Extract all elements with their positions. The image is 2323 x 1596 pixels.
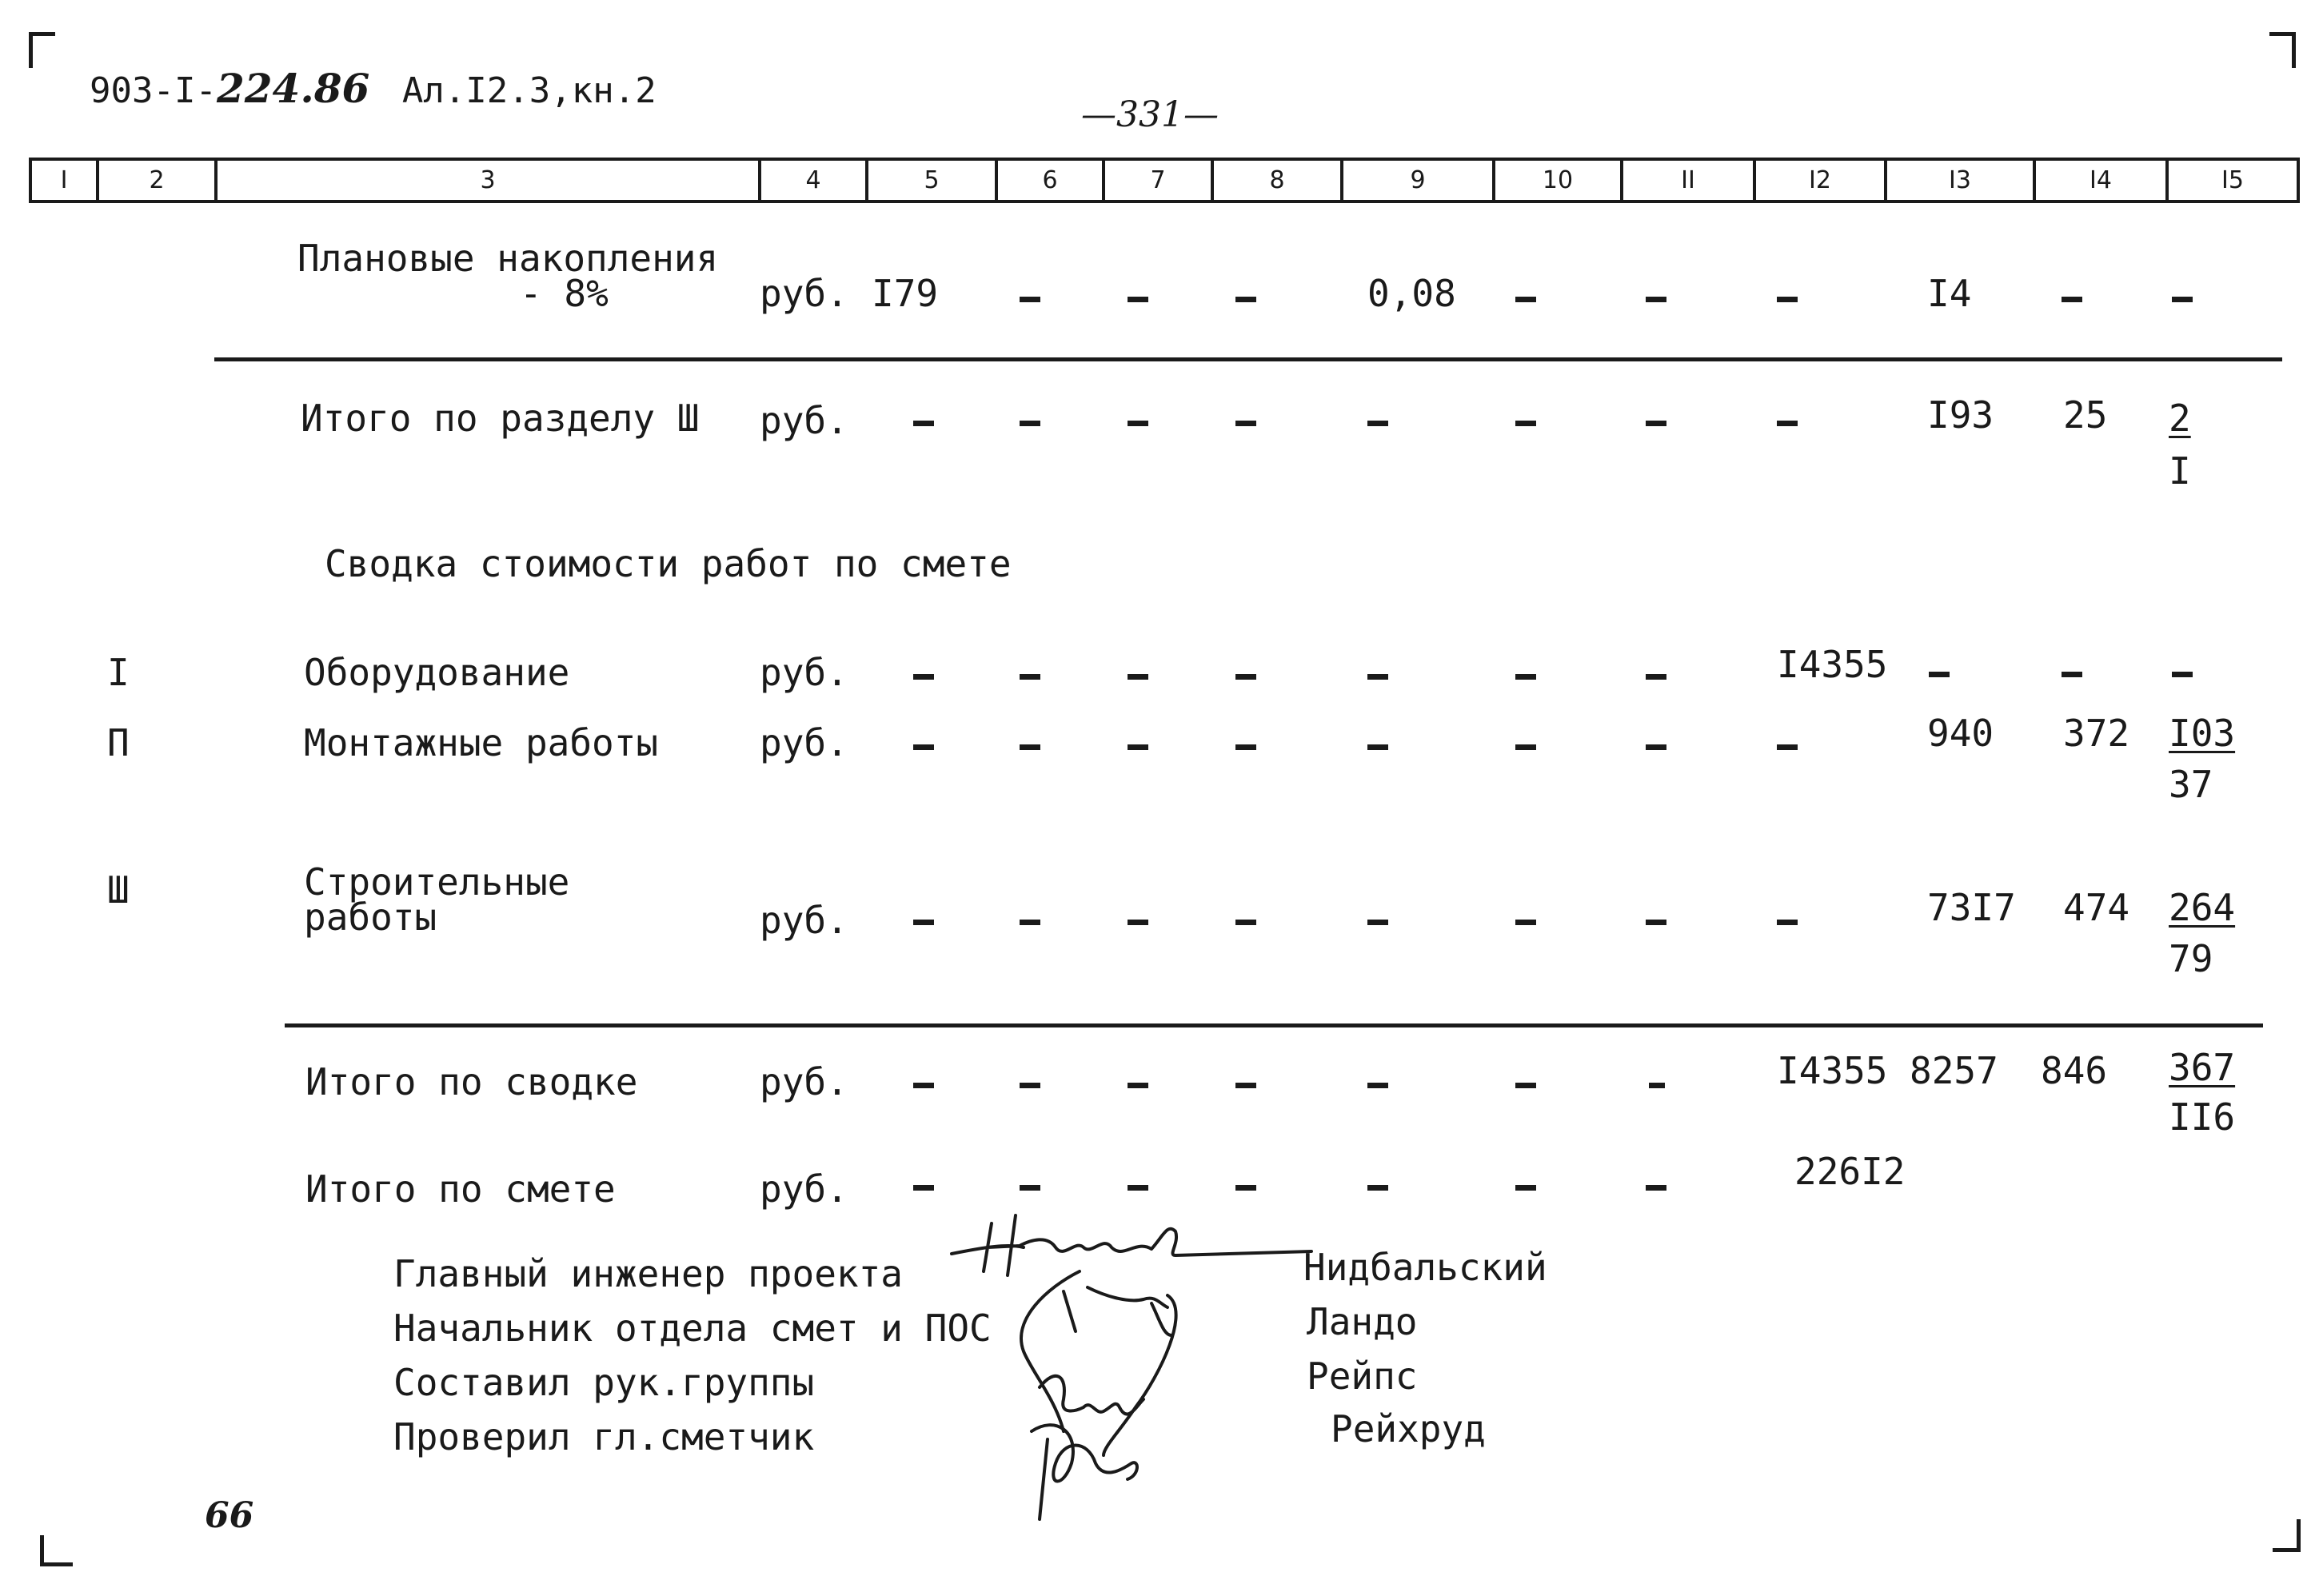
dash [1646,744,1666,750]
row-construction-num: Ш [107,868,130,912]
row-total-section-c15-bottom: I [2169,449,2191,493]
dash [913,1083,934,1088]
column-header-5: 5 [865,159,995,201]
signature-name-3: Рейпс [1307,1355,1418,1398]
row-construction-c14: 474 [2063,886,2130,929]
column-header-11: II [1620,159,1753,201]
dash [1929,672,1950,677]
dash [1020,920,1040,925]
dash [1515,1083,1536,1088]
dash [1128,1185,1148,1191]
handwritten-signatures [936,1199,1319,1535]
row-equipment-num: I [107,651,130,694]
corner-mark-bottom-left [40,1535,73,1566]
row-total-estimate-c12: 226I2 [1794,1150,1906,1193]
dash [1646,920,1666,925]
row-total-section-unit: руб. [760,399,848,442]
document-code [90,65,657,112]
column-header-3: 3 [214,159,758,201]
signature-role-4: Проверил гл.сметчик [393,1415,815,1458]
document-code-prefix: 903-I- [90,70,217,111]
dash [1020,421,1040,426]
dash [1020,674,1040,680]
row-installation-unit: руб. [760,721,848,764]
dash [1128,674,1148,680]
row-total-estimate-unit: руб. [760,1167,848,1211]
dash [1515,1185,1536,1191]
row-equipment-name: Оборудование [304,651,570,694]
column-header-1: I [29,159,96,201]
section-divider [214,357,2282,361]
dash [1367,1185,1388,1191]
dash [1777,920,1798,925]
row-total-section-c15-top: 2 [2169,397,2191,440]
signature-name-1: Нидбальский [1303,1246,1547,1289]
dash [1235,1083,1256,1088]
signature-role-2: Начальник отдела смет и ПОС [393,1307,992,1350]
row-total-summary-c14: 846 [2041,1049,2108,1092]
dash [1367,1083,1388,1088]
row-total-summary-unit: руб. [760,1060,848,1103]
row-installation-num: П [107,721,130,764]
dash [1777,297,1798,302]
dash [1515,421,1536,426]
dash [1235,744,1256,750]
row-construction-c15-top: 264 [2169,886,2236,929]
page-number: —331— [1081,94,1219,135]
signature-name-4: Рейхруд [1331,1407,1486,1450]
footer-mark: 66 [205,1495,254,1536]
row-total-section-name: Итого по разделу Ш [301,397,700,440]
row-equipment-unit: руб. [760,651,848,694]
dash [1128,744,1148,750]
row-planned-name-1: Плановые накопления [297,237,719,280]
dash [1128,297,1148,302]
document-code-suffix: Ал.I2.3,кн.2 [401,70,657,111]
dash [913,744,934,750]
dash [2062,672,2082,677]
dash [1515,920,1536,925]
dash [1128,421,1148,426]
dash [1515,744,1536,750]
summary-title: Сводка стоимости работ по смете [325,542,1012,585]
dash [913,421,934,426]
corner-mark-bottom-right [2273,1519,2301,1552]
row-planned-name-2: - 8% [520,272,609,315]
dash [1777,421,1798,426]
row-installation-c14: 372 [2063,712,2130,755]
signature-role-1: Главный инженер проекта [393,1252,903,1295]
row-installation-name: Монтажные работы [304,721,659,764]
row-installation-c13: 940 [1927,712,1994,755]
signature-role-3: Составил рук.группы [393,1361,815,1404]
dash [2062,297,2082,302]
row-installation-c15-top: I03 [2169,712,2236,755]
dash [2172,297,2193,302]
row-construction-c15-bottom: 79 [2169,937,2213,980]
dash [1777,744,1798,750]
dash [1646,674,1666,680]
dash [1020,1185,1040,1191]
column-header-4: 4 [758,159,865,201]
dash [1646,421,1666,426]
column-header-14: I4 [2033,159,2165,201]
row-planned-c13: I4 [1927,272,1972,315]
dash [1646,1185,1666,1191]
document-code-number: 224.86 [216,65,370,112]
row-total-summary-c15-top: 367 [2169,1046,2236,1089]
dash [1128,920,1148,925]
dash [1367,920,1388,925]
row-construction-unit: руб. [760,899,848,942]
column-header-6: 6 [995,159,1102,201]
row-total-section-c13: I93 [1927,393,1994,437]
dash [913,920,934,925]
column-header-10: 10 [1492,159,1620,201]
dash [1020,1083,1040,1088]
row-construction-name-2: работы [304,896,437,939]
dash [1128,1083,1148,1088]
signature-name-2: Ландо [1307,1300,1418,1343]
dash [1515,674,1536,680]
row-planned-c5: I79 [872,272,939,315]
corner-mark-top-left [29,32,55,68]
column-header-9: 9 [1340,159,1492,201]
column-header-15: I5 [2165,159,2300,201]
row-total-summary-c15-bottom: II6 [2169,1095,2236,1139]
row-total-summary-c13: 8257 [1910,1049,1998,1092]
dash [1367,674,1388,680]
dash [1235,297,1256,302]
dash [1367,421,1388,426]
dash [1649,1083,1665,1088]
dash [1020,297,1040,302]
row-total-section-c14: 25 [2063,393,2108,437]
dash [2172,672,2193,677]
row-planned-unit: руб. [760,272,848,315]
dash [1367,744,1388,750]
row-total-summary-name: Итого по сводке [305,1060,638,1103]
corner-mark-top-right [2269,32,2296,68]
dash [1235,421,1256,426]
dash [913,674,934,680]
dash [1515,297,1536,302]
row-total-estimate-name: Итого по смете [305,1167,616,1211]
row-planned-c9: 0,08 [1367,272,1456,315]
dash [1235,674,1256,680]
row-total-summary-c12: I4355 [1777,1049,1888,1092]
row-installation-c15-bottom: 37 [2169,763,2213,806]
row-construction-c13: 73I7 [1927,886,2016,929]
dash [1235,920,1256,925]
column-header-2: 2 [96,159,214,201]
dash [1646,297,1666,302]
column-header-12: I2 [1753,159,1884,201]
column-header-13: I3 [1884,159,2033,201]
row-construction-name-1: Строительные [304,860,570,904]
dash [1235,1185,1256,1191]
dash [913,1185,934,1191]
column-header-8: 8 [1211,159,1340,201]
row-equipment-c12: I4355 [1777,643,1888,686]
dash [1020,744,1040,750]
summary-divider [285,1023,2263,1027]
column-header-7: 7 [1102,159,1211,201]
